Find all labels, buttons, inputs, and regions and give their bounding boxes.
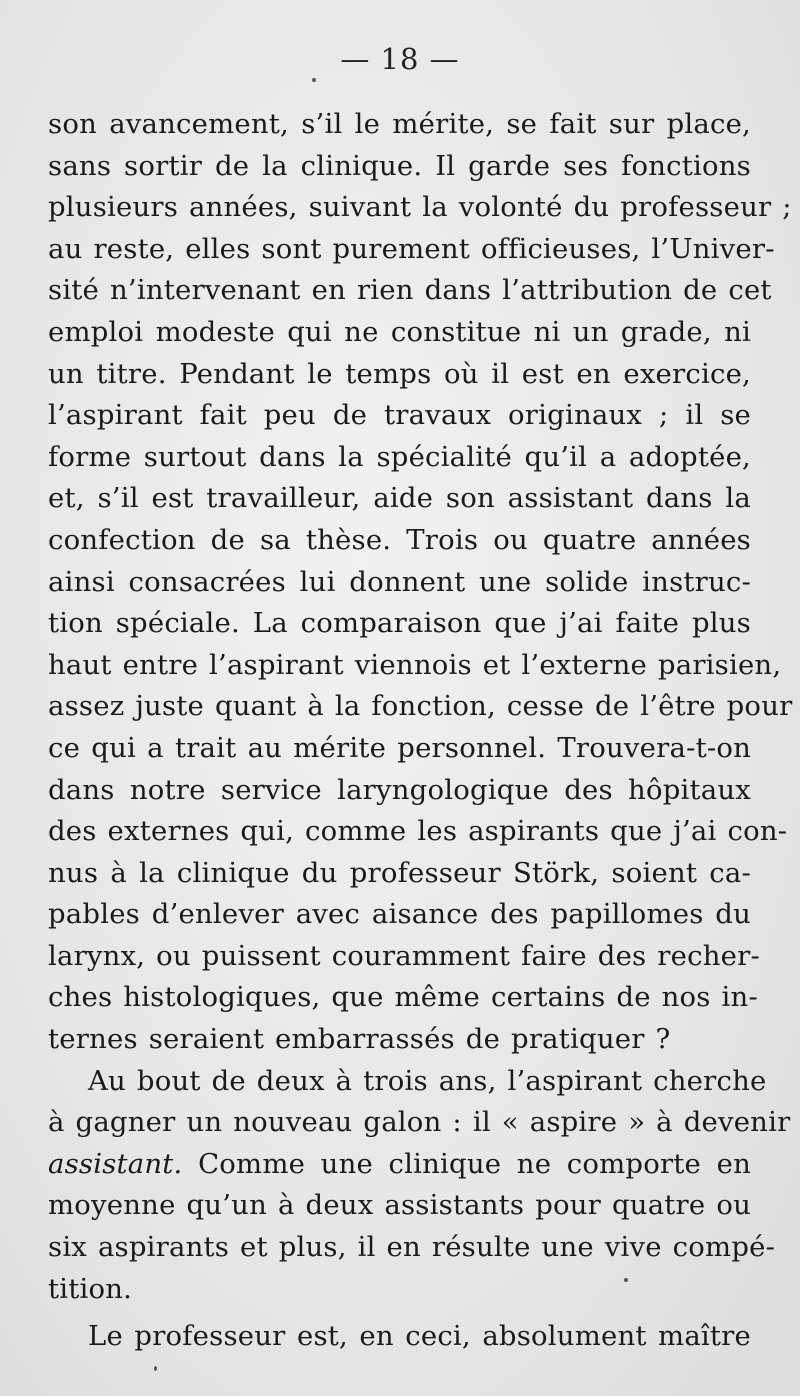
text-line: son avancement, s’il le mérite, se fait sur place, (48, 108, 751, 140)
text-line: Au bout de deux à trois ans, l’aspirant cherche (88, 1064, 767, 1097)
text-line: assez juste quant à la fonction, cesse de l’être pour (48, 690, 793, 723)
text-line: sité n’intervenant en rien dans l’attribution de cet (48, 274, 772, 307)
text-line-with-italic (48, 1144, 751, 1186)
text-line: tition. (48, 1272, 133, 1305)
page-number: — 18 — (340, 42, 460, 76)
text-line: nus à la clinique du professeur Störk, soient ca- (48, 856, 751, 889)
text-line: à gagner un nouveau galon : il « aspire » à devenir (48, 1106, 791, 1139)
text-line: Le professeur est, en ceci, absolument maître (88, 1320, 751, 1353)
text-line: l’aspirant fait peu de travaux originaux ; il se (48, 399, 751, 432)
paragraph-1 (48, 104, 793, 1061)
text-line: emploi modeste qui ne constitue ni un grade, ni (48, 315, 751, 348)
text-line: moyenne qu’un à deux assistants pour quatre ou (48, 1189, 751, 1222)
text-line: ternes seraient embarrassés de pratiquer ? (48, 1023, 671, 1056)
paragraph-3 (48, 1316, 751, 1358)
text-line: et, s’il est travailleur, aide son assistant dans la (48, 482, 751, 515)
body-text (48, 104, 793, 1358)
text-line: haut entre l’aspirant viennois et l’externe parisien, (48, 648, 782, 681)
text-line: larynx, ou puissent couramment faire des recher- (48, 939, 760, 972)
italic-term: assistant. (48, 1147, 183, 1180)
paper-speck (624, 1278, 628, 1282)
text-line: des externes qui, comme les aspirants que j’ai con- (48, 815, 788, 848)
text-line: pables d’enlever avec aisance des papillomes du (48, 898, 751, 931)
text-line: au reste, elles sont purement officieuses, l’Univer- (48, 232, 775, 265)
text-line: un titre. Pendant le temps où il est en exercice, (48, 357, 751, 390)
text-line-rest: Comme une clinique ne comporte en (198, 1147, 751, 1180)
text-line: confection de sa thèse. Trois ou quatre années (48, 523, 751, 556)
text-line: tion spéciale. La comparaison que j’ai faite plus (48, 607, 751, 640)
text-line: ce qui a trait au mérite personnel. Trouvera-t-on (48, 731, 751, 764)
text-line: six aspirants et plus, il en résulte une vive compé- (48, 1231, 776, 1264)
text-line: ches histologiques, que même certains de nos in- (48, 981, 758, 1014)
paragraph-2 (48, 1061, 791, 1311)
text-line: ainsi consacrées lui donnent une solide instruc- (48, 565, 751, 598)
text-line: plusieurs années, suivant la volonté du professeur ; (48, 191, 792, 224)
text-line: sans sortir de la clinique. Il garde ses fonctions (48, 149, 751, 182)
text-line: forme surtout dans la spécialité qu’il a adoptée, (48, 440, 751, 473)
text-line: dans notre service laryngologique des hôpitaux (48, 773, 751, 806)
paper-speck (154, 1366, 157, 1371)
paper-speck (312, 78, 316, 82)
